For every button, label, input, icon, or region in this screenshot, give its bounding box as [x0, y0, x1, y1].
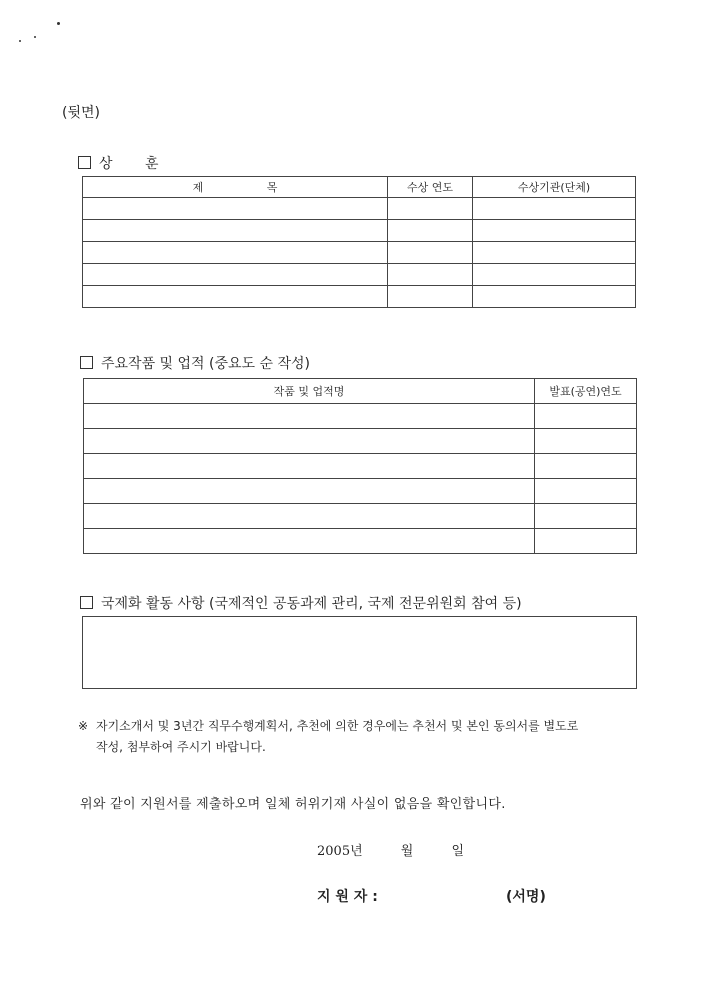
works-title-text: 주요작품 및 업적 (중요도 순 작성) — [101, 356, 310, 372]
confirmation-text: 위와 같이 지원서를 제출하오며 일체 허위기재 사실이 없음을 확인합니다. — [80, 797, 506, 812]
awards-cell-title[interactable] — [83, 198, 388, 220]
works-header-year: 발표(공연)연도 — [535, 379, 637, 404]
works-header-name: 작품 및 업적명 — [84, 379, 535, 404]
works-row — [84, 504, 637, 529]
checkbox-icon — [78, 156, 91, 169]
awards-header-year: 수상 연도 — [388, 177, 473, 198]
page-label: (뒷면) — [62, 105, 100, 121]
awards-cell-title[interactable] — [83, 286, 388, 308]
works-cell-name[interactable] — [84, 454, 535, 479]
awards-row — [83, 198, 636, 220]
date-day: 일 — [451, 844, 465, 859]
awards-cell-year[interactable] — [388, 242, 473, 264]
works-cell-name[interactable] — [84, 429, 535, 454]
awards-row — [83, 264, 636, 286]
awards-row — [83, 242, 636, 264]
scan-speck — [57, 22, 60, 25]
works-cell-name[interactable] — [84, 529, 535, 554]
date-month: 월 — [400, 844, 414, 859]
awards-cell-org[interactable] — [473, 264, 636, 286]
note-mark: ※ — [78, 719, 89, 733]
date-line — [317, 840, 464, 859]
scan-speck — [34, 36, 36, 38]
note-line-1 — [78, 716, 658, 737]
awards-title-text: 상 훈 — [99, 156, 173, 172]
awards-row — [83, 220, 636, 242]
awards-cell-year[interactable] — [388, 286, 473, 308]
applicant-label: 지 원 자 : — [317, 889, 378, 905]
awards-row — [83, 286, 636, 308]
awards-cell-org[interactable] — [473, 220, 636, 242]
works-cell-name[interactable] — [84, 479, 535, 504]
works-row — [84, 529, 637, 554]
works-row — [84, 479, 637, 504]
awards-cell-org[interactable] — [473, 198, 636, 220]
works-row — [84, 429, 637, 454]
works-cell-year[interactable] — [535, 404, 637, 429]
works-cell-year[interactable] — [535, 529, 637, 554]
works-cell-name[interactable] — [84, 504, 535, 529]
note-line-2: 작성, 첨부하여 주시기 바랍니다. — [96, 740, 266, 754]
works-cell-year[interactable] — [535, 479, 637, 504]
international-input-box[interactable] — [82, 616, 637, 689]
checkbox-icon — [80, 596, 93, 609]
awards-cell-title[interactable] — [83, 220, 388, 242]
awards-header-row — [83, 177, 636, 198]
works-cell-year[interactable] — [535, 429, 637, 454]
awards-cell-year[interactable] — [388, 220, 473, 242]
awards-header-title: 제 목 — [83, 177, 388, 198]
awards-table — [82, 176, 636, 308]
works-cell-year[interactable] — [535, 504, 637, 529]
awards-cell-year[interactable] — [388, 198, 473, 220]
works-table — [83, 378, 637, 554]
awards-header-org: 수상기관(단체) — [473, 177, 636, 198]
works-row — [84, 404, 637, 429]
awards-cell-org[interactable] — [473, 286, 636, 308]
note — [78, 716, 658, 758]
awards-section-title — [78, 153, 173, 173]
checkbox-icon — [80, 356, 93, 369]
international-title-text: 국제화 활동 사항 (국제적인 공동과제 관리, 국제 전문위원회 참여 등) — [101, 596, 522, 612]
scan-speck — [19, 40, 21, 42]
date-year: 2005년 — [317, 844, 363, 859]
international-section-title — [80, 593, 522, 613]
awards-cell-year[interactable] — [388, 264, 473, 286]
works-cell-year[interactable] — [535, 454, 637, 479]
awards-cell-title[interactable] — [83, 242, 388, 264]
awards-cell-title[interactable] — [83, 264, 388, 286]
works-header-row — [84, 379, 637, 404]
note-line-1-text: 자기소개서 및 3년간 직무수행계획서, 추천에 의한 경우에는 추천서 및 본인 동의서를 별도로 — [96, 719, 579, 733]
works-cell-name[interactable] — [84, 404, 535, 429]
works-row — [84, 454, 637, 479]
signature-label: (서명) — [506, 889, 546, 905]
works-section-title — [80, 353, 310, 373]
awards-cell-org[interactable] — [473, 242, 636, 264]
